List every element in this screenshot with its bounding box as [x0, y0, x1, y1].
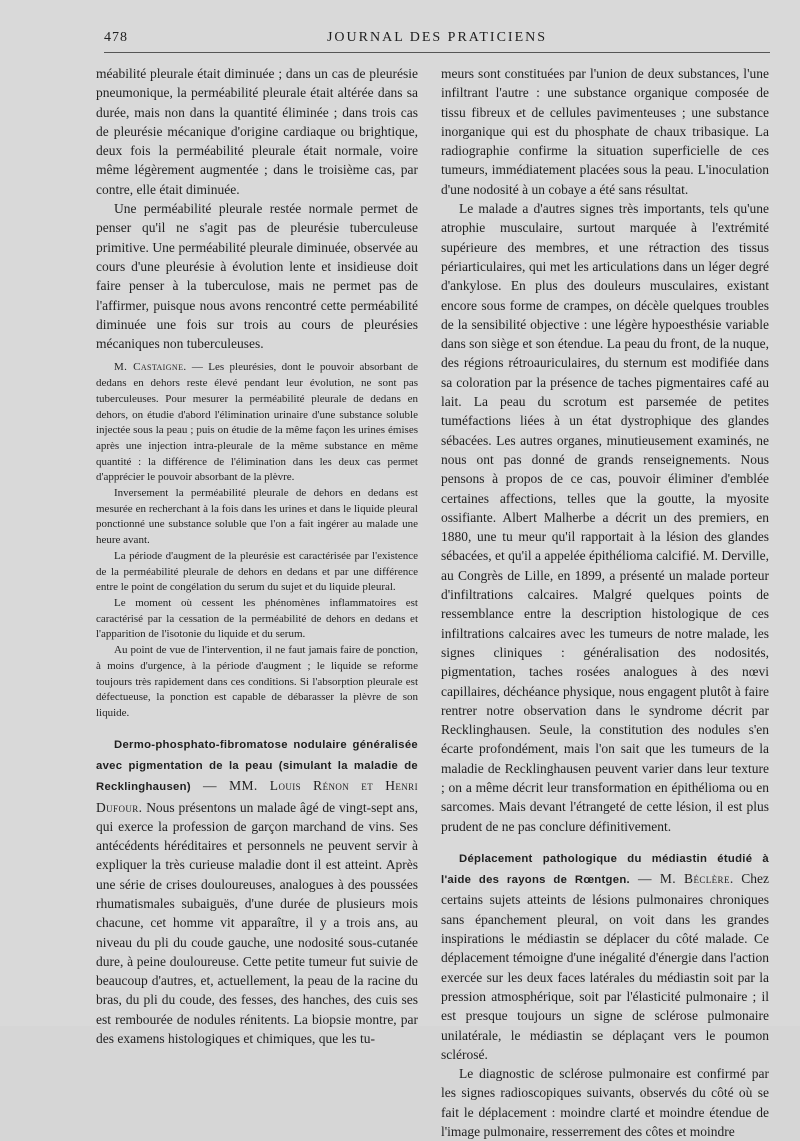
discussion-paragraph	[96, 360, 418, 486]
page-header	[104, 30, 770, 50]
discussion-paragraph: Inversement la perméabilité pleurale de dehors en dedans est mesurée en recherchant à la fois dans les urines et dans le liquide pleural ponctionné une substance soluble que l'on a fait ingérer au malade une heure avant.	[96, 487, 418, 547]
section-text: Nous présentons un malade âgé de vingt-sept ans, qui exerce la profession de garçon marchand de vins. Ses antécédents héréditaires et personnels ne peuvent servir à expliquer la très curieuse maladie dont il est atteint. Après une série de crises douloureuses, analogues à des poussées rhumatismales subaiguës, d'une durée de plusieurs mois chacune, cet homme vit apparaître, il y a trois ans, au niveau du pli du coude gauche, une nodosité sous-cutanée dure, à peine douloureuse. Cette petite tumeur fut suivie de beaucoup d'autres, et, actuellement, la peau de la racine du bras, du pli du coude, des fesses, des hanches, des cuis ses est rembourée de nodules rénitents. La biopsie montre, par des examens histologiques et chimiques, que les tu-	[96, 799, 418, 1047]
section-paragraph	[96, 734, 418, 1049]
section-authors: — M. Béclère.	[629, 871, 734, 887]
paragraph: méabilité pleurale était diminuée ; dans un cas de pleurésie pneumonique, la perméabilité pleurale était altérée dans sa durée, mais non dans la quantité éliminée ; dans trois cas de pleurésie mécanique d'origine cardiaque ou brightique, deux fois la perméabilité pleurale était normale, voire même légèrement augmentée ; dans le troisième cas, par contre, elle était diminuée.	[96, 66, 418, 197]
section-text: Chez certains sujets atteints de lésions pulmonaires chroniques sans épanchement pleural, on voit dans les grandes inspirations le médiastin se déplacer du côté malade. Ce déplacement témoigne d'une inégalité d'énergie dans l'action exercée sur les deux faces latérales du médiastin soit par la pression atmosphérique, soit par l'élasticité pulmonaire ; il est presque toujours un signe de sclérose pulmonaire unilatérale, le médiastin se déplaçant vers le poumon sclérosé.	[441, 871, 769, 1062]
spacer	[96, 722, 418, 734]
page-number: 478	[104, 30, 128, 45]
paragraph: Le diagnostic de sclérose pulmonaire est confirmé par les signes radioscopiques suivants, observés du côté où se fait le déplacement : moindre clarté et moindre étendue de l'image pulmonaire, resserrement des côtes et moindre	[441, 1066, 769, 1140]
section-heading: Dermo-phosphato-fibromatose nodulaire généralisée avec pigmentation de la peau (simulant la maladie de Recklinghausen)	[96, 738, 418, 794]
author-name: M. Castaigne.	[114, 361, 187, 374]
spacer	[96, 353, 418, 360]
discussion-paragraph: La période d'augment de la pleurésie est caractérisée par l'existence de la perméabilité pleurale de dehors en dedans et par une différence entre le point de congélation du serum du sujet et du liquide pleural.	[96, 549, 418, 594]
discussion-paragraph: Au point de vue de l'intervention, il ne faut jamais faire de ponction, à moins d'urgence, à la période d'augment ; le liquide se reforme toujours très rapidement dans ces conditions. Si l'absorption pleurale est défectueuse, la ponction est capable de débarasser la plèvre de son liquide.	[96, 644, 418, 719]
left-column	[96, 64, 418, 1048]
section-paragraph	[441, 848, 769, 1064]
section-authors: — MM. Louis Rénon et Henri Dufour.	[96, 778, 418, 815]
paragraph: meurs sont constituées par l'union de deux substances, l'une infiltrant l'autre : une substance organique composée de tissu fibreux et de cellules pavimenteuses ; une substance inorganique qui est du phosphate de chaux tribasique. La radiographie confirme la situation superficielle de ces tumeurs, immédiatement placées sous la peau. L'inoculation d'une nodosité à un cobaye a été sans résultat.	[441, 66, 769, 197]
right-column	[441, 64, 769, 1141]
paragraph: Le malade a d'autres signes très importants, tels qu'une atrophie musculaire, surtout marquée à l'extrémité supérieure des membres, et une rétraction des tissus périarticulaires, qui met les articulations dans un léger degré d'ankylose. En plus des douleurs musculaires, existant encore sous forme de crampes, on décèle quelques troubles de la sensibilité objective : une légère hypoesthésie variable dans son siège et son étendue. La peau du front, de la nuque, des régions rétroauriculaires, du sternum est modifiée dans sa coloration par la présence de taches pigmentaires café au lait. La peau du scrotum est parsemée de petites tuméfactions liées à un état dystrophique des glandes sébacées. Les autres organes, minutieusement examinés, ne nous ont pas donné de grands renseignements. Nous pensons à propos de ce cas, pouvoir éliminer d'emblée certaines affections, telles que la goutte, la myosite ossifiante. Albert Malherbe a décrit un des premiers, en 1880, une tu meur qu'il rapportait à la lésion des glandes sébacées, et qu'il a appelée épithélioma calcifié. M. Derville, au Congrès de Lille, en 1899, a présenté un malade porteur d'infiltrations calcaires. Malgré quelques points de ressemblance entre la description histologique de ces infiltrations calcaires avec les tumeurs de notre malade, les signes cliniques : généralisation des nodosités, pigmentation, taches rosées analogues à des nœvi capillaires, déchéance physique, nous engagent plutôt à faire rentrer notre observation dans le syndrome décrit par Recklinghausen. Seule, la constitution des nodules s'en écarte profondément, mais l'on sait que les tumeurs de la maladie de Recklinghausen peuvent varier dans leur texture ; on a même décrit leur transformation en épithélioma ou en sarcomes. Mais devant l'étrangeté de cette lésion, il est plus prudent de ne pas conclure définitivement.	[441, 201, 769, 834]
discussion-paragraph: Le moment où cessent les phénomènes inflammatoires est caractérisé par la cessation de la perméabilité de dehors en dedans et l'apparition de l'isotonie du liquide et du serum.	[96, 597, 418, 641]
discussion-text: — Les pleurésies, dont le pouvoir absorbant de dedans en dehors reste élevé pendant leur évolution, ne sont pas tuberculeuses. Pour mesurer la perméabilité pleurale de dedans en dehors, on étudie d'abord l'élimination urinaire d'une substance soluble injectée sous la peau ; puis on étudie de la même façon les urines émises après une injection intra-pleurale de la même substance en même quantité : la différence de l'élimination dans les deux cas permet d'apprécier le pouvoir absorbant de la plèvre.	[96, 361, 418, 484]
section-heading: Déplacement pathologique du médiastin étudié à l'aide des rayons de Rœntgen.	[441, 852, 769, 887]
journal-title: JOURNAL DES PRATICIENS	[326, 30, 548, 45]
paragraph: Une perméabilité pleurale restée normale permet de penser qu'il ne s'agit pas de pleurésie tuberculeuse primitive. Une perméabilité pleurale diminuée, observée au cours d'une pleurésie à évolution lente et insidieuse doit faire penser à la tuberculose, mais ne permet pas de l'affirmer, puisque nous avons rencontré cette perméabilité diminuée une fois sur trois au cours de pleurésies mécaniques non tuberculeuses.	[96, 201, 418, 352]
header-rule	[104, 52, 770, 53]
spacer	[441, 836, 769, 848]
